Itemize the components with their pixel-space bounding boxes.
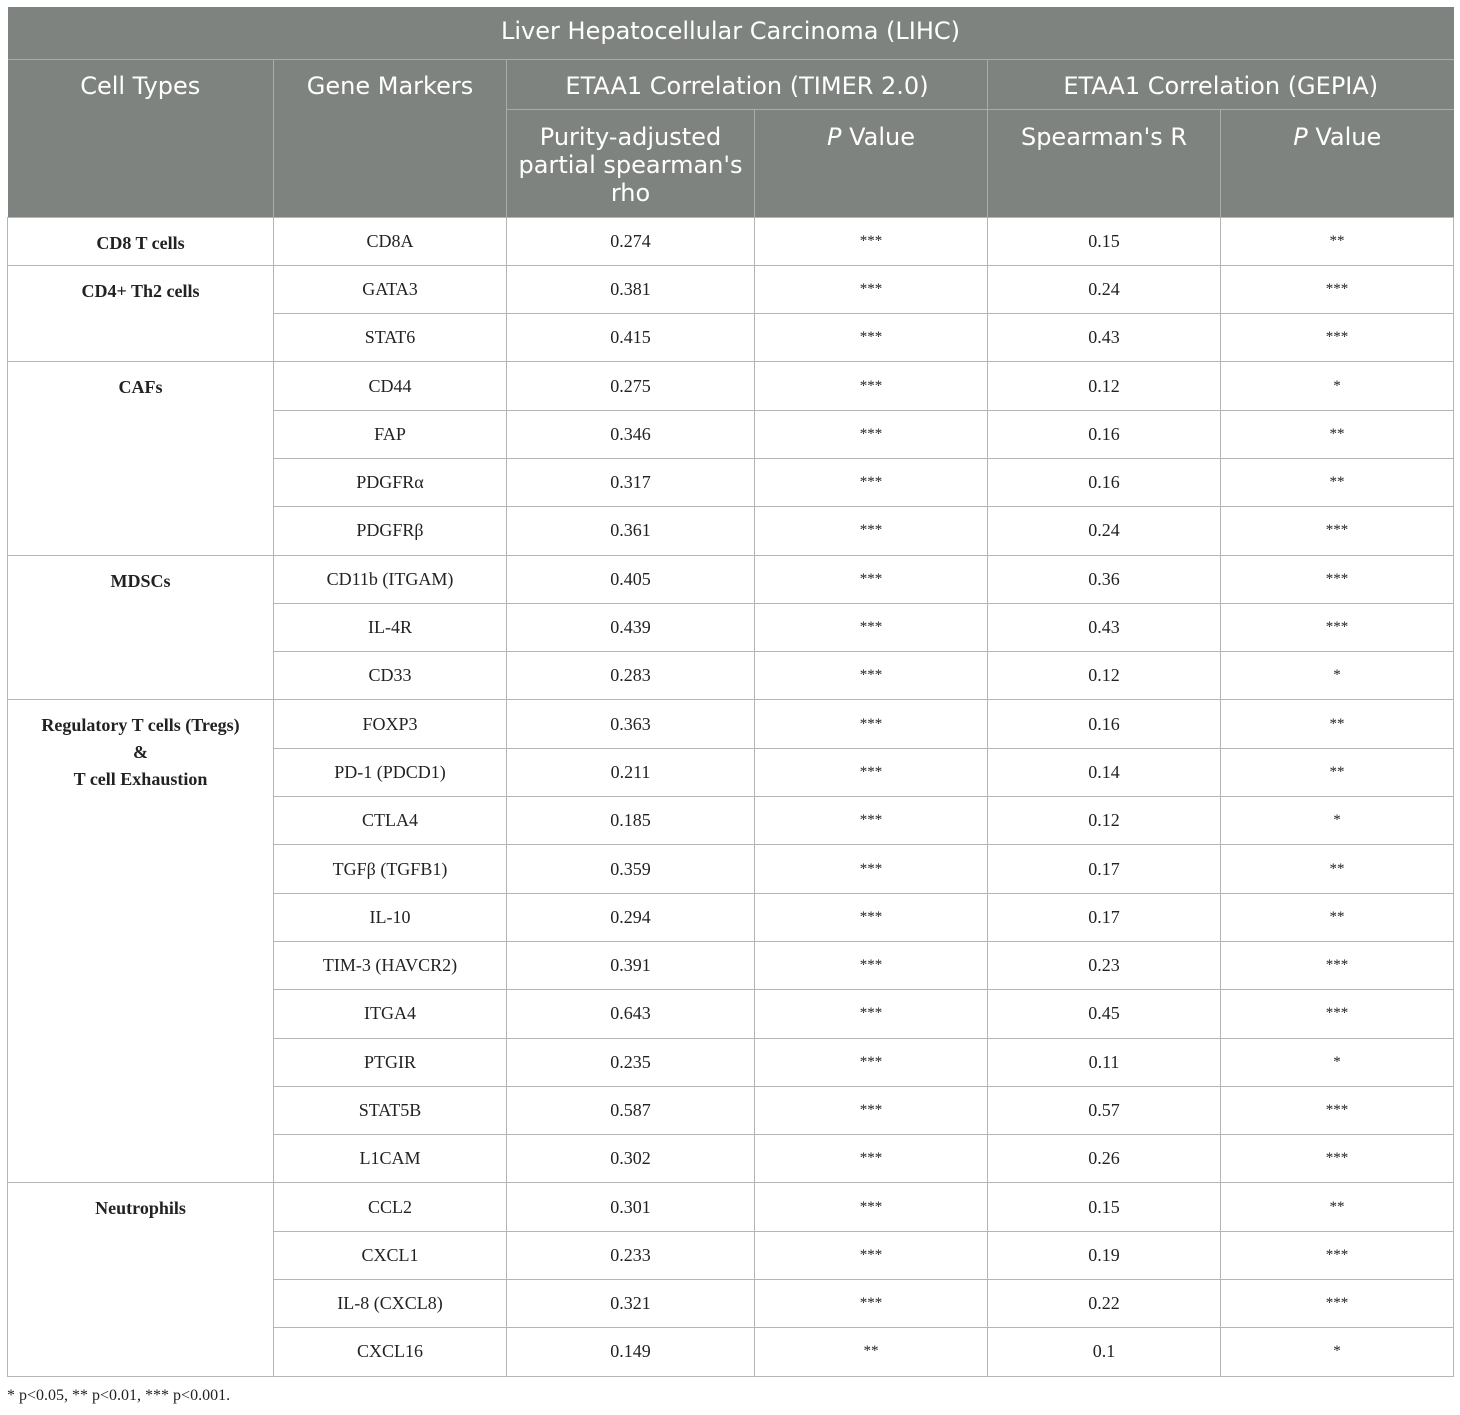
header-gepia-r: Spearman's R <box>988 109 1221 217</box>
gepia-r-value: 0.24 <box>988 265 1221 313</box>
table-body <box>8 217 1454 1376</box>
gene-marker: CD33 <box>274 652 507 700</box>
timer-p-value: *** <box>755 555 988 603</box>
timer-rho-value: 0.587 <box>507 1086 755 1134</box>
gepia-r-value: 0.11 <box>988 1038 1221 1086</box>
table-row <box>8 700 1454 748</box>
gene-marker: CD8A <box>274 217 507 265</box>
gene-marker: CD44 <box>274 362 507 410</box>
header-timer-p-rest: Value <box>841 122 916 151</box>
timer-p-value: *** <box>755 941 988 989</box>
gene-marker: TIM-3 (HAVCR2) <box>274 941 507 989</box>
timer-rho-value: 0.185 <box>507 797 755 845</box>
timer-p-value: *** <box>755 845 988 893</box>
gepia-p-value: *** <box>1221 314 1454 362</box>
timer-rho-value: 0.359 <box>507 845 755 893</box>
gene-marker: IL-8 (CXCL8) <box>274 1280 507 1328</box>
gene-marker: CD11b (ITGAM) <box>274 555 507 603</box>
gepia-r-value: 0.12 <box>988 652 1221 700</box>
timer-rho-value: 0.235 <box>507 1038 755 1086</box>
timer-p-value: *** <box>755 507 988 555</box>
gene-marker: TGFβ (TGFB1) <box>274 845 507 893</box>
timer-p-value: *** <box>755 410 988 458</box>
gepia-p-value: ** <box>1221 217 1454 265</box>
cell-type: CD4+ Th2 cells <box>8 265 274 362</box>
gene-marker: L1CAM <box>274 1135 507 1183</box>
header-gepia-p-italic: P <box>1293 122 1308 151</box>
gepia-r-value: 0.45 <box>988 990 1221 1038</box>
gepia-p-value: * <box>1221 362 1454 410</box>
timer-rho-value: 0.346 <box>507 410 755 458</box>
timer-rho-value: 0.233 <box>507 1231 755 1279</box>
timer-p-value: *** <box>755 265 988 313</box>
gepia-p-value: *** <box>1221 941 1454 989</box>
gepia-r-value: 0.15 <box>988 1183 1221 1231</box>
gepia-r-value: 0.23 <box>988 941 1221 989</box>
timer-rho-value: 0.283 <box>507 652 755 700</box>
timer-rho-value: 0.643 <box>507 990 755 1038</box>
header-gene-markers: Gene Markers <box>274 59 507 217</box>
header-gepia-p-value <box>1221 109 1454 217</box>
table-row <box>8 265 1454 313</box>
gene-marker: IL-4R <box>274 603 507 651</box>
gepia-r-value: 0.14 <box>988 748 1221 796</box>
timer-p-value: *** <box>755 1038 988 1086</box>
gepia-p-value: ** <box>1221 1183 1454 1231</box>
timer-rho-value: 0.415 <box>507 314 755 362</box>
table-row <box>8 362 1454 410</box>
gepia-p-value: *** <box>1221 265 1454 313</box>
header-gepia-group: ETAA1 Correlation (GEPIA) <box>988 59 1454 109</box>
gepia-r-value: 0.12 <box>988 797 1221 845</box>
gene-marker: FAP <box>274 410 507 458</box>
gene-marker: GATA3 <box>274 265 507 313</box>
timer-p-value: *** <box>755 893 988 941</box>
timer-rho-value: 0.317 <box>507 458 755 506</box>
gepia-r-value: 0.15 <box>988 217 1221 265</box>
gepia-r-value: 0.17 <box>988 845 1221 893</box>
gepia-p-value: *** <box>1221 603 1454 651</box>
gepia-r-value: 0.57 <box>988 1086 1221 1134</box>
timer-p-value: *** <box>755 1231 988 1279</box>
correlation-table <box>7 7 1454 1377</box>
gepia-r-value: 0.17 <box>988 893 1221 941</box>
timer-rho-value: 0.405 <box>507 555 755 603</box>
timer-rho-value: 0.302 <box>507 1135 755 1183</box>
timer-rho-value: 0.294 <box>507 893 755 941</box>
header-timer-p-value <box>755 109 988 217</box>
gepia-r-value: 0.24 <box>988 507 1221 555</box>
timer-p-value: ** <box>755 1328 988 1376</box>
footnote: * p<0.05, ** p<0.01, *** p<0.001. <box>7 1387 231 1404</box>
gepia-p-value: *** <box>1221 507 1454 555</box>
gene-marker: ITGA4 <box>274 990 507 1038</box>
cell-type: CD8 T cells <box>8 217 274 265</box>
gepia-r-value: 0.43 <box>988 603 1221 651</box>
gepia-p-value: *** <box>1221 1280 1454 1328</box>
timer-p-value: *** <box>755 748 988 796</box>
timer-rho-value: 0.361 <box>507 507 755 555</box>
timer-rho-value: 0.301 <box>507 1183 755 1231</box>
timer-rho-value: 0.149 <box>507 1328 755 1376</box>
cell-type: MDSCs <box>8 555 274 700</box>
gene-marker: CTLA4 <box>274 797 507 845</box>
gene-marker: STAT5B <box>274 1086 507 1134</box>
gene-marker: IL-10 <box>274 893 507 941</box>
timer-p-value: *** <box>755 797 988 845</box>
gepia-r-value: 0.19 <box>988 1231 1221 1279</box>
gepia-r-value: 0.26 <box>988 1135 1221 1183</box>
gepia-p-value: ** <box>1221 893 1454 941</box>
gepia-p-value: * <box>1221 797 1454 845</box>
timer-p-value: *** <box>755 362 988 410</box>
timer-rho-value: 0.211 <box>507 748 755 796</box>
timer-p-value: *** <box>755 990 988 1038</box>
gepia-p-value: * <box>1221 1038 1454 1086</box>
gene-marker: FOXP3 <box>274 700 507 748</box>
gepia-r-value: 0.22 <box>988 1280 1221 1328</box>
gene-marker: CCL2 <box>274 1183 507 1231</box>
gepia-p-value: * <box>1221 1328 1454 1376</box>
timer-rho-value: 0.274 <box>507 217 755 265</box>
gepia-p-value: *** <box>1221 555 1454 603</box>
gepia-p-value: *** <box>1221 1135 1454 1183</box>
gepia-r-value: 0.16 <box>988 700 1221 748</box>
gepia-p-value: * <box>1221 652 1454 700</box>
table-row <box>8 555 1454 603</box>
gepia-r-value: 0.43 <box>988 314 1221 362</box>
timer-p-value: *** <box>755 1183 988 1231</box>
cell-type: Neutrophils <box>8 1183 274 1376</box>
header-cell-types: Cell Types <box>8 59 274 217</box>
table-row <box>8 217 1454 265</box>
gepia-p-value: ** <box>1221 700 1454 748</box>
timer-p-value: *** <box>755 652 988 700</box>
gene-marker: PDGFRα <box>274 458 507 506</box>
header-timer-p-italic: P <box>826 122 842 151</box>
header-timer-group: ETAA1 Correlation (TIMER 2.0) <box>507 59 988 109</box>
table-title: Liver Hepatocellular Carcinoma (LIHC) <box>8 7 1454 59</box>
header-timer-rho: Purity-adjusted partial spearman's rho <box>507 109 755 217</box>
timer-p-value: *** <box>755 217 988 265</box>
gepia-r-value: 0.12 <box>988 362 1221 410</box>
gene-marker: PDGFRβ <box>274 507 507 555</box>
gene-marker: CXCL1 <box>274 1231 507 1279</box>
gepia-p-value: ** <box>1221 845 1454 893</box>
cell-type: CAFs <box>8 362 274 555</box>
timer-p-value: *** <box>755 458 988 506</box>
timer-p-value: *** <box>755 700 988 748</box>
timer-rho-value: 0.363 <box>507 700 755 748</box>
gepia-r-value: 0.16 <box>988 410 1221 458</box>
gepia-p-value: ** <box>1221 458 1454 506</box>
gepia-r-value: 0.16 <box>988 458 1221 506</box>
gepia-r-value: 0.1 <box>988 1328 1221 1376</box>
gepia-p-value: *** <box>1221 1231 1454 1279</box>
timer-p-value: *** <box>755 1280 988 1328</box>
gene-marker: PTGIR <box>274 1038 507 1086</box>
gene-marker: CXCL16 <box>274 1328 507 1376</box>
gene-marker: STAT6 <box>274 314 507 362</box>
timer-p-value: *** <box>755 314 988 362</box>
gene-marker: PD-1 (PDCD1) <box>274 748 507 796</box>
gepia-r-value: 0.36 <box>988 555 1221 603</box>
cell-type: Regulatory T cells (Tregs) & T cell Exhaustion <box>8 700 274 1183</box>
timer-p-value: *** <box>755 1086 988 1134</box>
gepia-p-value: ** <box>1221 748 1454 796</box>
header-gepia-p-rest: Value <box>1307 122 1382 151</box>
timer-p-value: *** <box>755 1135 988 1183</box>
timer-rho-value: 0.381 <box>507 265 755 313</box>
timer-rho-value: 0.275 <box>507 362 755 410</box>
timer-p-value: *** <box>755 603 988 651</box>
timer-rho-value: 0.439 <box>507 603 755 651</box>
timer-rho-value: 0.321 <box>507 1280 755 1328</box>
timer-rho-value: 0.391 <box>507 941 755 989</box>
gepia-p-value: *** <box>1221 990 1454 1038</box>
gepia-p-value: *** <box>1221 1086 1454 1134</box>
table-row <box>8 1183 1454 1231</box>
gepia-p-value: ** <box>1221 410 1454 458</box>
